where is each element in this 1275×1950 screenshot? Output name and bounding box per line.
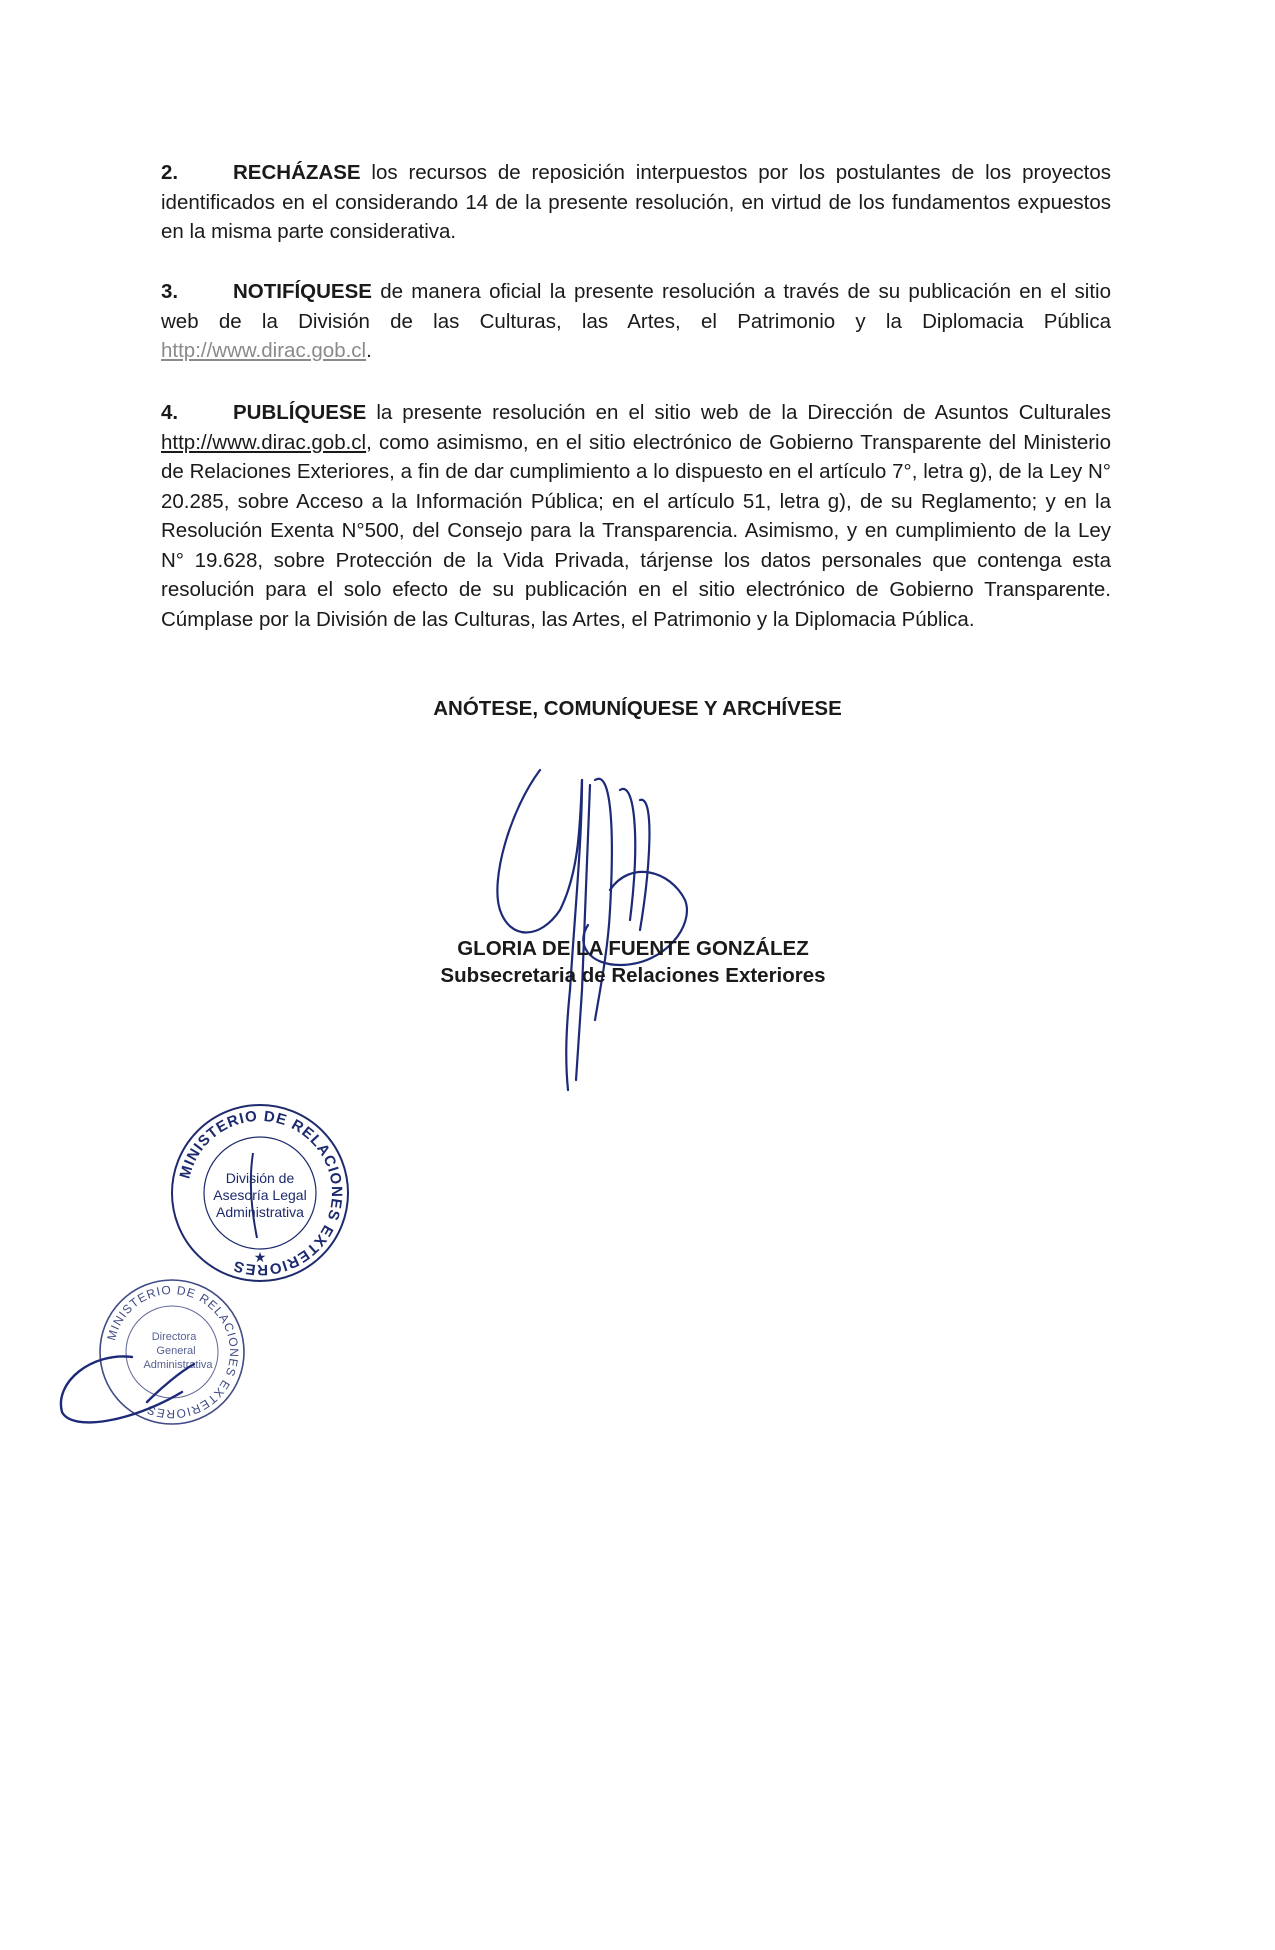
- item-keyword: RECHÁZASE: [233, 161, 361, 184]
- item-text: la presente resolución en el sitio web de la Dirección de Asuntos Culturales: [366, 401, 1111, 424]
- stamp-directora-general: [52, 1272, 252, 1437]
- dirac-link[interactable]: http://www.dirac.gob.cl: [161, 339, 367, 362]
- item-text-end: .: [366, 339, 372, 362]
- stamp1-outer-text: MINISTERIO DE RELACIONES EXTERIORES: [176, 1107, 346, 1279]
- item-keyword: PUBLÍQUESE: [233, 401, 367, 424]
- signer-title: Subsecretaria de Relaciones Exteriores: [440, 964, 826, 987]
- item-text: de manera oficial la presente resolución a través de su publicación en el sitio web de la División de las Culturas, las Artes, el Patrimonio y la Diplomacia Pública: [161, 280, 1111, 333]
- item-number: 2.: [161, 161, 179, 184]
- item-keyword: NOTIFÍQUESE: [233, 280, 372, 303]
- stamp2-line2: General: [156, 1345, 196, 1357]
- item-number: 3.: [161, 280, 179, 303]
- stamp-asesoria-legal: [165, 1098, 355, 1293]
- stamp2-line1: Directora: [151, 1331, 197, 1343]
- closing-formula: ANÓTESE, COMUNÍQUESE Y ARCHÍVESE: [433, 697, 842, 720]
- dirac-link[interactable]: http://www.dirac.gob.cl: [161, 430, 367, 454]
- stamp1-line3: Administrativa: [216, 1204, 304, 1220]
- signer-name: GLORIA DE LA FUENTE GONZÁLEZ: [457, 937, 809, 960]
- stamp2-outer-text: MINISTERIO DE RELACIONES EXTERIORES: [104, 1282, 242, 1422]
- stamp1-line2: Asesoría Legal: [213, 1187, 307, 1203]
- item-number: 4.: [161, 401, 179, 424]
- stamp2-line3: Administrativa: [143, 1359, 213, 1371]
- item-4: [161, 398, 1111, 634]
- signature-image: [470, 760, 730, 1105]
- item-2: [161, 158, 1111, 247]
- item-3: [161, 277, 1111, 366]
- signer-block: [413, 935, 853, 989]
- stamp1-line1: División de: [225, 1170, 295, 1186]
- item-text-end: , como asimismo, en el sitio electrónico de Gobierno Transparente del Ministerio de Relaciones Exteriores, a fin de dar cumplimiento a lo dispuesto en el artículo 7°, letra g), de la Ley N° 20.285, sobre Acceso a la Información Pública; en el artículo 51, letra g), de su Reglamento; y en la Resolución Exenta N°500, del Consejo para la Transparencia. Asimismo, y en cumplimiento de la Ley N° 19.628, sobre Protección de la Vida Privada, tárjense los datos personales que contenga esta resolución para el solo efecto de su publicación en el sitio electrónico de Gobierno Transparente. Cúmplase por la División de las Culturas, las Artes, el Patrimonio y la Diplomacia Pública.: [161, 430, 1111, 631]
- star-icon: ★: [253, 1249, 267, 1265]
- item-text: los recursos de reposición interpuestos por los postulantes de los proyectos identificados en el considerando 14 de la presente resolución, en virtud de los fundamentos expuestos en la misma parte considerativa.: [161, 161, 1111, 243]
